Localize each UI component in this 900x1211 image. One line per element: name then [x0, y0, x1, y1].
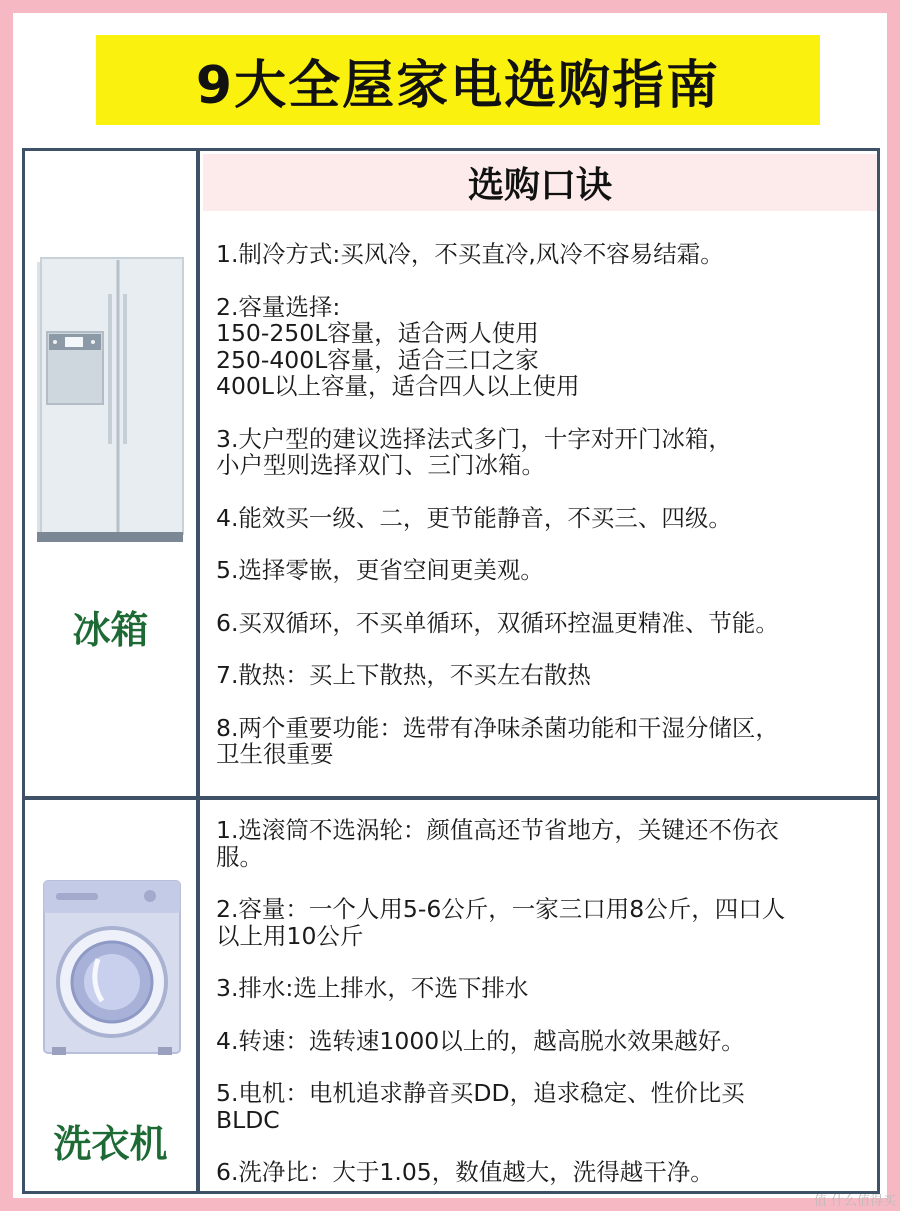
tip-item: 2.容量选择: 150-250L容量，适合两人使用 250-400L容量，适合三口之家 400L以上容量，适合四人以上使用: [216, 292, 580, 400]
category-refrigerator: 冰箱: [72, 608, 149, 652]
tip-item: 1.选滚筒不选涡轮：颜值高还节省地方，关键还不伤衣 服。: [216, 816, 779, 871]
tip-item: 3.排水:选上排水，不选下排水: [216, 974, 529, 1002]
tip-item: 3.大户型的建议选择法式多门，十字对开门冰箱， 小户型则选择双门、三门冰箱。: [216, 424, 732, 479]
tip-item: 4.能效买一级、二，更节能静音，不买三、四级。: [216, 503, 732, 532]
washing-machine-icon: [42, 879, 187, 1059]
column-divider: [196, 151, 200, 1191]
page-card: [13, 13, 887, 1198]
watermark: 值 什么值得买: [813, 1194, 896, 1209]
row-divider: [25, 796, 877, 800]
section-header: [203, 154, 877, 211]
guide-table: [22, 148, 880, 1194]
tip-item: 5.选择零嵌，更省空间更美观。: [216, 556, 544, 584]
tip-item: 8.两个重要功能：选带有净味杀菌功能和干湿分储区， 卫生很重要: [216, 713, 779, 768]
title-banner: [96, 35, 820, 125]
category-washing-machine: 洗衣机: [53, 1122, 168, 1166]
refrigerator-tips: [216, 241, 871, 768]
washing-machine-tips: [216, 817, 871, 1186]
tip-item: 1.制冷方式:买风冷，不买直冷,风冷不容易结霜。: [216, 240, 724, 268]
section-header-text: 选购口诀: [467, 165, 612, 206]
tip-item: 4.转速：选转速1000以上的，越高脱水效果越好。: [216, 1026, 745, 1055]
tip-item: 6.洗净比：大于1.05，数值越大，洗得越干净。: [216, 1158, 714, 1186]
tip-item: 6.买双循环，不买单循环，双循环控温更精准、节能。: [216, 608, 779, 637]
tip-item: 5.电机：电机追求静音买DD，追求稳定、性价比买 BLDC: [216, 1079, 745, 1134]
tip-item: 2.容量：一个人用5-6公斤，一家三口用8公斤，四口人 以上用10公斤: [216, 895, 786, 950]
tip-item: 7.散热：买上下散热，不买左右散热: [216, 661, 591, 689]
page-title: 9大全屋家电选购指南: [195, 55, 721, 116]
refrigerator-icon: [37, 254, 187, 544]
